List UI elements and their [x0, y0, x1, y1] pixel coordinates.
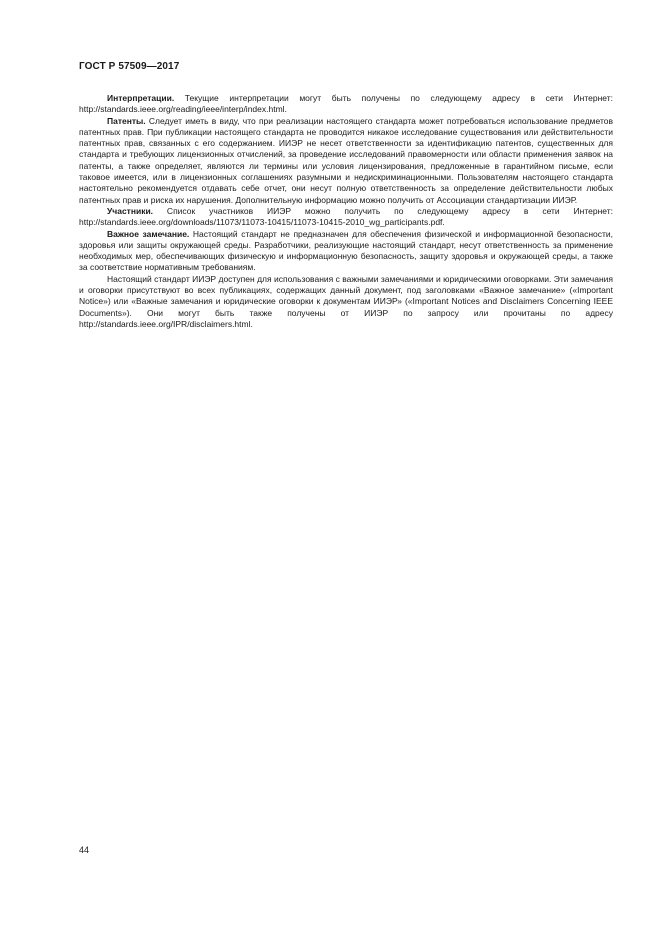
paragraph-text: Настоящий стандарт не предназначен для обеспечения физической и информационной безопасности, здоровья или защиты окружающей среды. Разработчики, реализующие настоящий стандарт, несут ответственность за применение необходимых мер, обеспечивающих физическую и информационную безопасность, защиту здоровья и окружающей среды, а также за соответствие нормативным требованиям. [79, 228, 614, 273]
paragraph-lead: Важное замечание. [107, 228, 190, 239]
paragraph-participants [79, 206, 613, 229]
paragraph-lead: Участники. [107, 205, 154, 216]
paragraph-important-notice [79, 229, 613, 274]
paragraph-interpretations [79, 93, 613, 116]
paragraph-lead: Интерпретации. [107, 93, 175, 103]
page-number: 44 [79, 845, 90, 855]
paragraph-lead: Патенты. [107, 115, 146, 126]
paragraph-text: Настоящий стандарт ИИЭР доступен для использования с важными замечаниями и юридическими оговорками. Эти замечания и оговорки присутствуют во всех публикациях, содержащих данный документ, под заголовками «Важное замечание» («Important Notice») или «Важные замечания и юридические оговорки к документам ИИЭР» («Important Notices and Disclaimers Concerning IEEE Documents»). Они могут быть также получены от ИИЭР по запросу или прочитаны по адресу http://standards.ieee.org/IPR/disclaimers.html. [79, 273, 613, 329]
paragraph-text: Текущие интерпретации могут быть получены по следующему адресу в сети Интернет: http://standards.ieee.org/reading/ieee/interp/index.html. [79, 93, 613, 115]
paragraph-disclaimers [79, 274, 613, 330]
document-code-header: ГОСТ Р 57509—2017 [79, 61, 180, 72]
paragraph-text: Следует иметь в виду, что при реализации настоящего стандарта может потребоваться использование предметов патентных прав. При публикации настоящего стандарта не проводится никакое исследование существования или действительности патентных прав, связанных с его содержанием. ИИЭР не несет ответственности за идентификацию патентов, существенных для стандарта и требующих лицензионных отчислений, за проведение исследований правомерности или области применения заявок на патенты, а также определяет, являются ли термины или условия лицензирования, предложенные в гарантийном письме, если таковое имеется, или в лицензионных соглашениях разумными и недискриминационными. Пользователям настоящего стандарта настоятельно рекомендуется отдавать себе отчет, они несут полную ответственность за определение действительности любых патентных прав и риска их нарушения. Дополнительную информацию можно получить от Ассоциации стандартизации ИИЭР. [79, 115, 613, 205]
body-text [79, 93, 613, 330]
paragraph-patents [79, 116, 613, 206]
paragraph-text: Список участников ИИЭР можно получить по следующему адресу в сети Интернет: http://standards.ieee.org/downloads/11073/11073-10415/11073-10415-2010_wg_participants.pdf. [79, 205, 613, 228]
